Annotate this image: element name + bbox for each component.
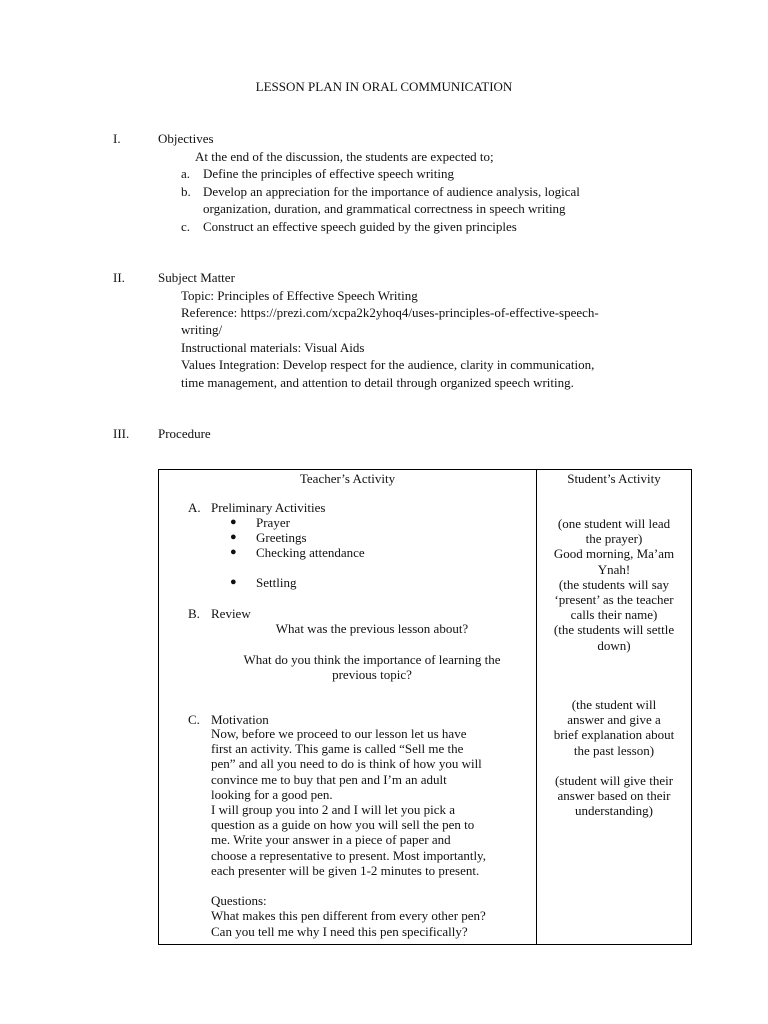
subject-materials: Instructional materials: Visual Aids: [181, 340, 365, 355]
student-response-preliminary: [537, 516, 691, 653]
objective-b-text-line2: organization, duration, and grammatical correctness in speech writing: [203, 201, 566, 216]
motivation-line: question as a guide on how you will sell the pen to: [211, 817, 475, 833]
motivation-letter: C.: [188, 712, 200, 727]
review-question-1: What was the previous lesson about?: [275, 621, 469, 636]
subject-topic: Topic: Principles of Effective Speech Writing: [181, 288, 418, 303]
student-line: (the students will say: [558, 576, 670, 592]
subject-reference-line1: Reference: https://prezi.com/xcpa2k2yhoq4/uses-principles-of-effective-speech-: [181, 305, 599, 320]
student-line: understanding): [575, 803, 653, 819]
student-line: the past lesson): [573, 742, 655, 758]
procedure-table: [158, 469, 692, 945]
motivation-line: Now, before we proceed to our lesson let us have: [211, 726, 467, 741]
objective-b-text-line1: Develop an appreciation for the importance of audience analysis, logical: [203, 184, 580, 199]
student-line: (the students will settle: [553, 622, 675, 638]
motivation-line: I will group you into 2 and I will let you pick a: [211, 802, 456, 818]
student-line: (the student will: [571, 697, 657, 712]
document-title: LESSON PLAN IN ORAL COMMUNICATION: [255, 79, 513, 94]
student-line: the prayer): [585, 531, 643, 547]
student-line: (one student will lead: [557, 516, 671, 531]
student-line: Ynah!: [597, 561, 631, 577]
subject-values-line2: time management, and attention to detail through organized speech writing.: [181, 375, 574, 390]
review-label: Review: [211, 606, 251, 621]
teacher-activity-header: Teacher’s Activity: [299, 471, 396, 486]
review-question-2-line1: What do you think the importance of learning the: [243, 652, 501, 667]
section-numeral-objectives: I.: [113, 131, 121, 146]
bullet-settling: Settling: [256, 575, 297, 590]
bullet-greetings: Greetings: [256, 530, 307, 545]
student-response-motivation: [537, 773, 691, 819]
motivation-label: Motivation: [211, 712, 269, 727]
objective-c-text: Construct an effective speech guided by the given principles: [203, 219, 517, 234]
objectives-intro: At the end of the discussion, the students are expected to;: [195, 149, 494, 164]
motivation-line: looking for a good pen.: [211, 786, 333, 802]
student-line: Good morning, Ma’am: [553, 546, 675, 562]
bullet-icon: ●: [230, 546, 237, 558]
prelim-label: Preliminary Activities: [211, 500, 326, 515]
motivation-line: choose a representative to present. Most importantly,: [211, 847, 486, 863]
section-heading-procedure: Procedure: [158, 426, 211, 441]
motivation-line: each presenter will be given 1-2 minutes to present.: [211, 862, 480, 878]
teacher-activity-cell: [159, 470, 537, 945]
student-line: calls their name): [570, 607, 658, 623]
student-activity-cell: [537, 470, 692, 945]
motivation-body: [211, 726, 533, 939]
student-line: answer based on their: [557, 788, 671, 804]
student-line: (student will give their: [554, 773, 674, 788]
review-question-2-line2: previous topic?: [332, 667, 412, 682]
prelim-letter: A.: [188, 500, 201, 515]
bullet-prayer: Prayer: [256, 515, 290, 530]
student-response-review: [537, 697, 691, 758]
bullet-icon: ●: [230, 576, 237, 588]
student-line: down): [597, 637, 631, 653]
subject-values-line1: Values Integration: Develop respect for the audience, clarity in communication,: [181, 357, 595, 372]
bullet-attendance: Checking attendance: [256, 545, 365, 560]
student-line: brief explanation about: [553, 727, 675, 743]
section-numeral-procedure: III.: [113, 426, 130, 441]
section-heading-objectives: Objectives: [158, 131, 214, 146]
motivation-line: me. Write your answer in a piece of paper and: [211, 832, 451, 848]
objective-a-text: Define the principles of effective speech writing: [203, 166, 454, 181]
section-heading-subject-matter: Subject Matter: [158, 270, 235, 285]
motivation-line: first an activity. This game is called “Sell me the: [211, 741, 464, 757]
motivation-question: Can you tell me why I need this pen specifically?: [211, 923, 468, 939]
motivation-question: What makes this pen different from every other pen?: [211, 908, 486, 924]
objective-letter-b: b.: [181, 184, 191, 199]
student-line: ‘present’ as the teacher: [554, 592, 674, 608]
objective-letter-a: a.: [181, 166, 191, 181]
bullet-icon: ●: [230, 516, 237, 528]
motivation-line: convince me to buy that pen and I’m an adult: [211, 771, 447, 787]
objective-letter-c: c.: [181, 219, 191, 234]
review-letter: B.: [188, 606, 200, 621]
student-line: answer and give a: [567, 712, 661, 728]
motivation-line: pen” and all you need to do is think of how you will: [211, 756, 482, 772]
subject-reference-line2: writing/: [181, 322, 223, 337]
section-numeral-subject-matter: II.: [113, 270, 125, 285]
motivation-questions-label: Questions:: [211, 893, 267, 909]
bullet-icon: ●: [230, 531, 237, 543]
student-activity-header: Student’s Activity: [567, 471, 661, 486]
motivation-spacer: [211, 878, 533, 893]
